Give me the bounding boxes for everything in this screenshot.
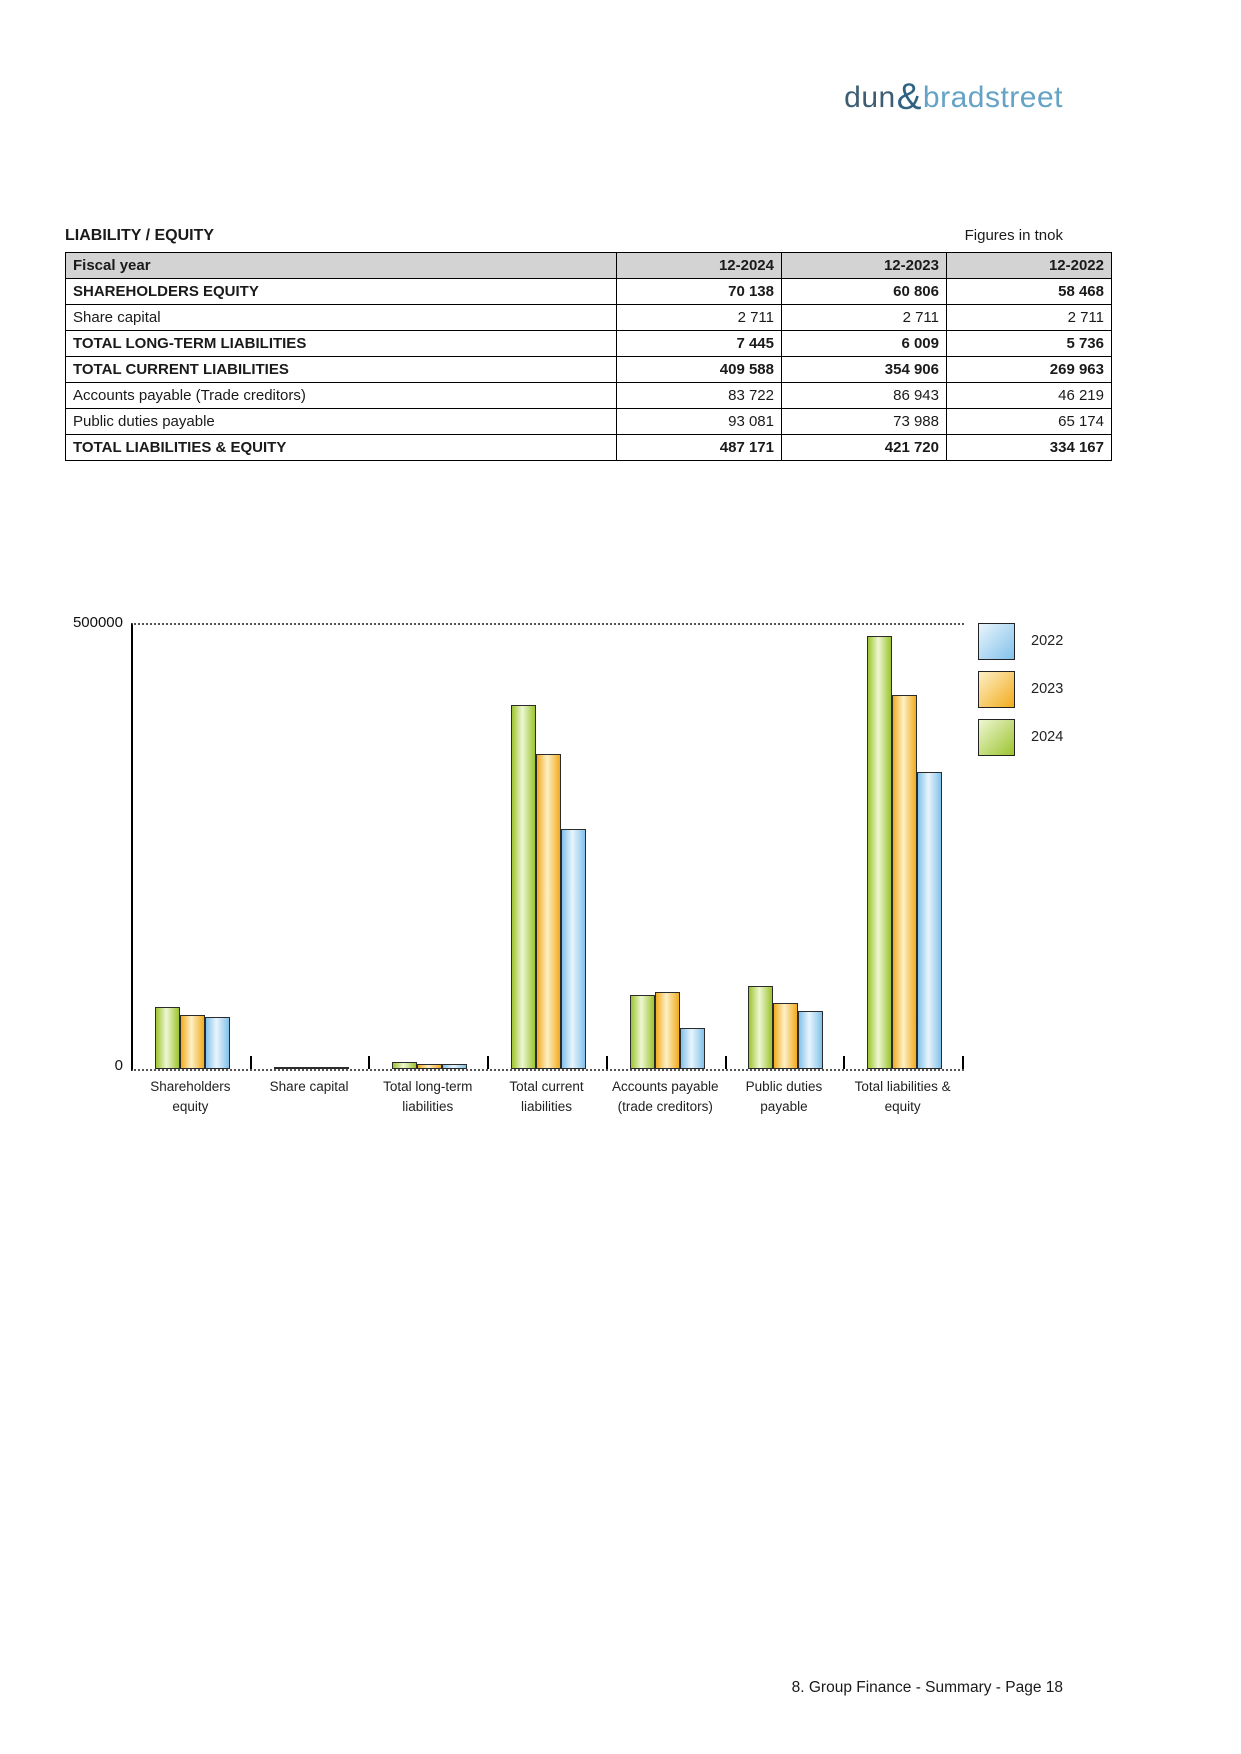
legend-item-2023 bbox=[978, 670, 1063, 708]
y-axis-label-max: 500000 bbox=[72, 614, 123, 631]
logo-ampersand-icon: & bbox=[896, 76, 922, 117]
cell-value: 2 711 bbox=[617, 305, 782, 331]
category-label-line1: Share capital bbox=[269, 1079, 349, 1094]
cell-value: 73 988 bbox=[782, 409, 947, 435]
legend-label: 2022 bbox=[1031, 633, 1064, 649]
bar-2023 bbox=[536, 754, 561, 1069]
cell-value: 487 171 bbox=[617, 435, 782, 461]
category-label-line2: liabilities bbox=[521, 1099, 573, 1114]
units-note: Figures in tnok bbox=[964, 227, 1063, 244]
cell-value: 60 806 bbox=[782, 279, 947, 305]
category-label-line2: payable bbox=[760, 1099, 808, 1114]
y-axis-label-zero: 0 bbox=[114, 1057, 123, 1074]
row-label: SHAREHOLDERS EQUITY bbox=[66, 279, 617, 305]
category-label bbox=[725, 1077, 844, 1117]
bar-group-shareholders-equity bbox=[133, 625, 252, 1069]
bar-2023 bbox=[417, 1064, 442, 1069]
cell-value: 421 720 bbox=[782, 435, 947, 461]
cell-value: 46 219 bbox=[947, 383, 1112, 409]
bar-2023 bbox=[299, 1067, 324, 1070]
table-row-total-long-term-liabilities bbox=[66, 331, 1112, 357]
category-label bbox=[487, 1077, 606, 1117]
category-label-line1: Total long-term bbox=[383, 1079, 473, 1094]
row-label: Public duties payable bbox=[66, 409, 617, 435]
legend-label: 2023 bbox=[1031, 681, 1064, 697]
category-label-line2: equity bbox=[172, 1099, 209, 1114]
cell-value: 2 711 bbox=[782, 305, 947, 331]
col-header-12-2023: 12-2023 bbox=[782, 253, 947, 279]
bar-group-total-current-liabilities bbox=[489, 625, 608, 1069]
bar-2023 bbox=[773, 1003, 798, 1069]
bar-group-public-duties-payable bbox=[727, 625, 846, 1069]
row-label: TOTAL LIABILITIES & EQUITY bbox=[66, 435, 617, 461]
legend-swatch-2024 bbox=[978, 719, 1015, 756]
bar-2023 bbox=[655, 992, 680, 1069]
category-label-line1: Accounts payable bbox=[611, 1079, 719, 1094]
legend-label: 2024 bbox=[1031, 729, 1064, 745]
bar-2024 bbox=[392, 1062, 417, 1069]
bar-2024 bbox=[867, 636, 892, 1069]
x-axis-category-labels bbox=[131, 1077, 962, 1117]
bar-2022 bbox=[205, 1017, 230, 1069]
category-label-line1: Total liabilities & bbox=[854, 1079, 951, 1094]
bar-group-total-liabilities-equity bbox=[845, 625, 964, 1069]
row-label: Share capital bbox=[66, 305, 617, 331]
legend-item-2024 bbox=[978, 718, 1063, 756]
cell-value: 5 736 bbox=[947, 331, 1112, 357]
bar-2023 bbox=[892, 695, 917, 1069]
liability-equity-table bbox=[65, 252, 1112, 461]
page-title: LIABILITY / EQUITY bbox=[65, 227, 215, 244]
legend-swatch-2023 bbox=[978, 671, 1015, 708]
bar-2024 bbox=[155, 1007, 180, 1069]
bar-2022 bbox=[442, 1064, 467, 1069]
bar-2022 bbox=[680, 1028, 705, 1069]
category-label bbox=[131, 1077, 250, 1117]
category-label-line1: Total current bbox=[509, 1079, 584, 1094]
table-row-total-liabilities-equity bbox=[66, 435, 1112, 461]
table-row-public-duties-payable bbox=[66, 409, 1112, 435]
dun-bradstreet-logo bbox=[844, 74, 1063, 116]
legend-swatch-2022 bbox=[978, 623, 1015, 660]
cell-value: 2 711 bbox=[947, 305, 1112, 331]
cell-value: 70 138 bbox=[617, 279, 782, 305]
chart-legend bbox=[978, 622, 1063, 766]
table-header-row bbox=[66, 253, 1112, 279]
cell-value: 354 906 bbox=[782, 357, 947, 383]
bar-2024 bbox=[274, 1067, 299, 1070]
bar-2024 bbox=[630, 995, 655, 1069]
row-label: Accounts payable (Trade creditors) bbox=[66, 383, 617, 409]
bar-2024 bbox=[511, 705, 536, 1069]
category-label-line2: liabilities bbox=[402, 1099, 454, 1114]
cell-value: 93 081 bbox=[617, 409, 782, 435]
col-header-12-2024: 12-2024 bbox=[617, 253, 782, 279]
cell-value: 269 963 bbox=[947, 357, 1112, 383]
bar-2023 bbox=[180, 1015, 205, 1069]
category-label-line2: equity bbox=[884, 1099, 921, 1114]
category-label-line1: Public duties bbox=[745, 1079, 823, 1094]
row-label: TOTAL LONG-TERM LIABILITIES bbox=[66, 331, 617, 357]
logo-word-dun: dun bbox=[844, 81, 896, 114]
bar-2022 bbox=[798, 1011, 823, 1069]
table-row-total-current-liabilities bbox=[66, 357, 1112, 383]
category-label bbox=[606, 1077, 725, 1117]
cell-value: 334 167 bbox=[947, 435, 1112, 461]
cell-value: 409 588 bbox=[617, 357, 782, 383]
cell-value: 6 009 bbox=[782, 331, 947, 357]
category-label-line1: Shareholders bbox=[150, 1079, 231, 1094]
table-row-accounts-payable bbox=[66, 383, 1112, 409]
row-label: TOTAL CURRENT LIABILITIES bbox=[66, 357, 617, 383]
category-label-line2: (trade creditors) bbox=[617, 1099, 713, 1114]
bar-2022 bbox=[917, 772, 942, 1069]
table-row-shareholders-equity bbox=[66, 279, 1112, 305]
bar-chart-plot bbox=[131, 623, 964, 1071]
bar-group-total-long-term-liabilities bbox=[370, 625, 489, 1069]
col-header-12-2022: 12-2022 bbox=[947, 253, 1112, 279]
category-label bbox=[843, 1077, 962, 1117]
col-header-fiscal-year: Fiscal year bbox=[66, 253, 617, 279]
bar-groups bbox=[133, 625, 964, 1069]
cell-value: 83 722 bbox=[617, 383, 782, 409]
category-label bbox=[368, 1077, 487, 1117]
table-row-share-capital bbox=[66, 305, 1112, 331]
bar-group-accounts-payable bbox=[608, 625, 727, 1069]
cell-value: 7 445 bbox=[617, 331, 782, 357]
bar-2022 bbox=[324, 1067, 349, 1070]
page-footer: 8. Group Finance - Summary - Page 18 bbox=[791, 1679, 1063, 1696]
category-label bbox=[250, 1077, 369, 1117]
bar-group-share-capital bbox=[252, 625, 371, 1069]
bar-2024 bbox=[748, 986, 773, 1069]
legend-item-2022 bbox=[978, 622, 1063, 660]
cell-value: 58 468 bbox=[947, 279, 1112, 305]
logo-word-bradstreet: bradstreet bbox=[922, 81, 1063, 114]
section-header bbox=[65, 227, 1063, 245]
bar-2022 bbox=[561, 829, 586, 1069]
cell-value: 65 174 bbox=[947, 409, 1112, 435]
cell-value: 86 943 bbox=[782, 383, 947, 409]
